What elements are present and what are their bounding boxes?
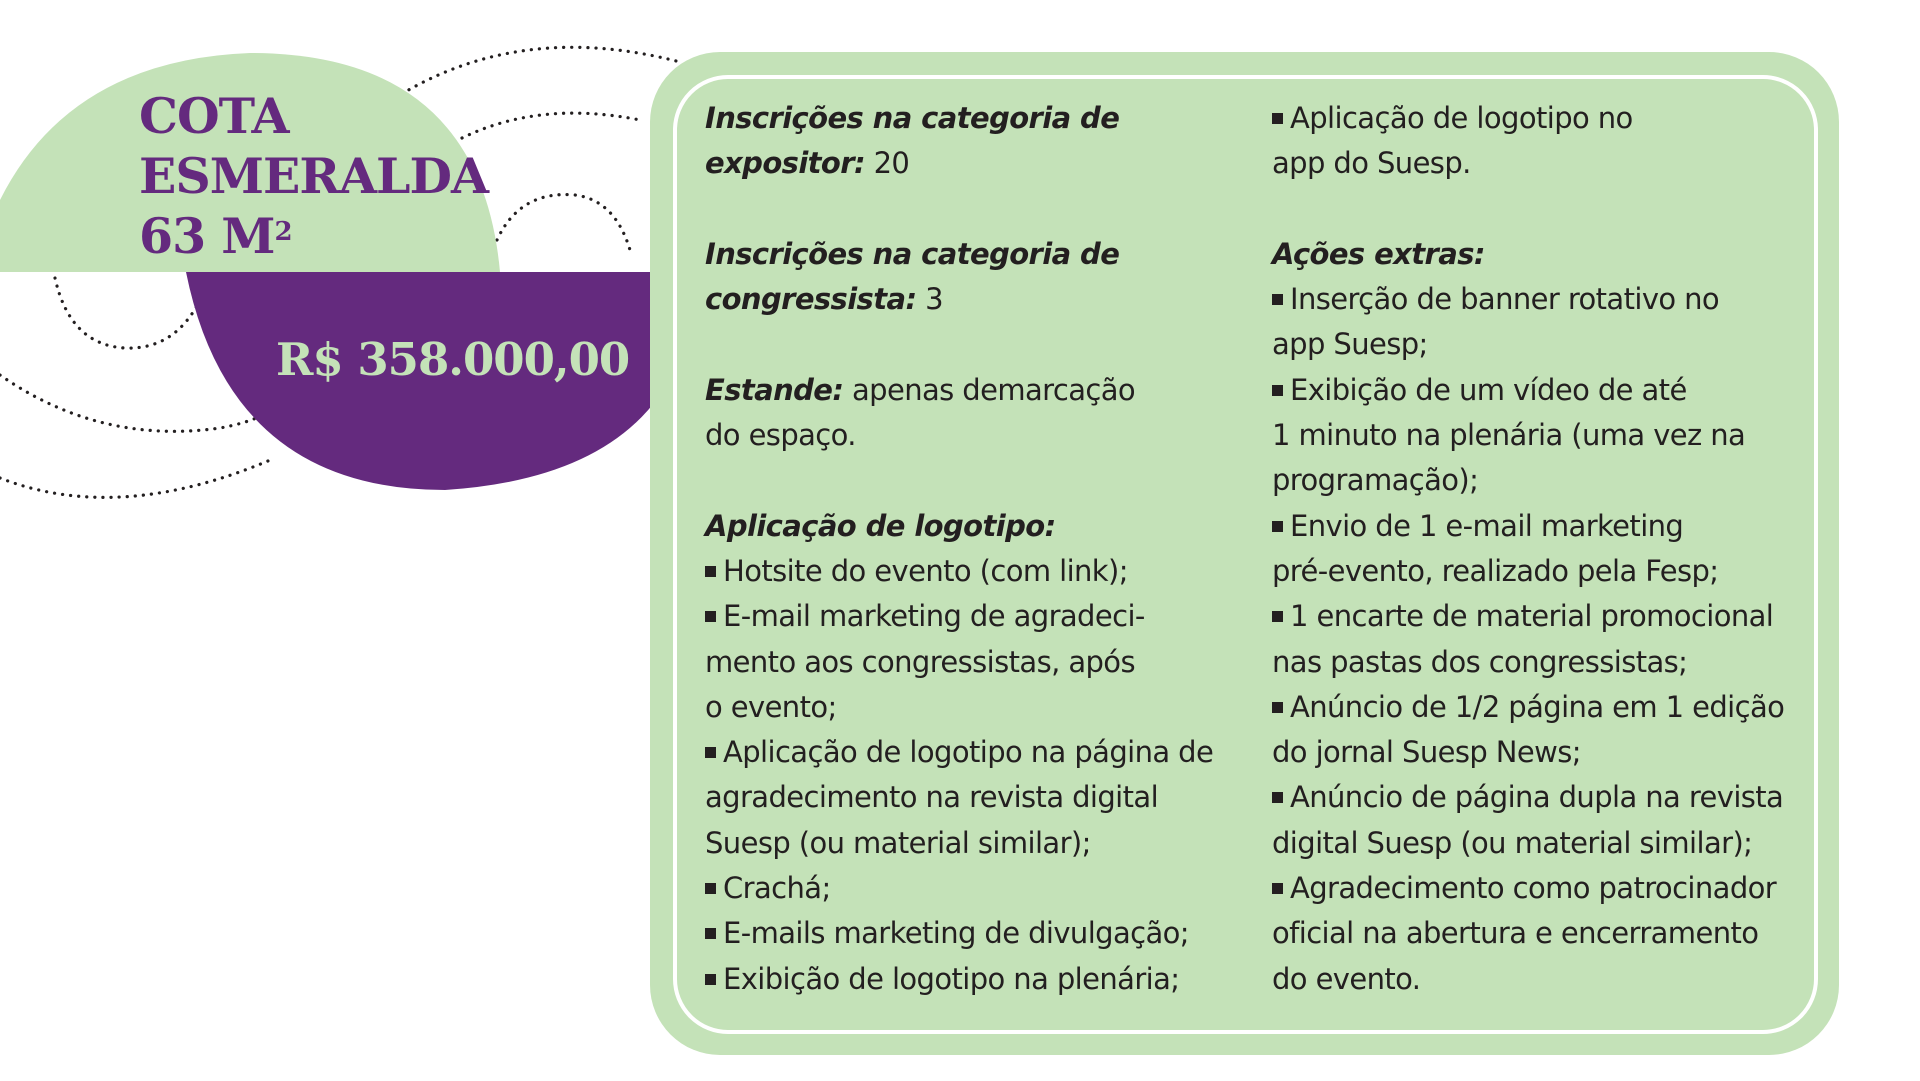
extras-item: 1 encarte de material promocional [1272,594,1812,639]
booth-info [705,368,1235,459]
booth-value-line1: apenas demarcação [843,372,1136,407]
extras-item: Envio de 1 e-mail marketing [1272,504,1812,549]
extras-item: Inserção de banner rotativo no [1272,277,1812,322]
title-line-cota: COTA [139,87,289,145]
left-column [705,96,1235,1002]
exhibitor-registrations [705,96,1235,187]
extras-item-continuation: do jornal Suesp News; [1272,735,1581,770]
congress-value: 3 [916,282,943,317]
logo-item-continuation: agradecimento na revista digital [705,780,1159,815]
extras-item-continuation: app Suesp; [1272,327,1428,362]
extras-item-continuation: 1 minuto na plenária (uma vez na [1272,418,1746,453]
logo-item-continuation: mento aos congressistas, após [705,644,1135,679]
area-value: 63 M [139,207,275,265]
extra-actions [1272,232,1812,1002]
extras-item-continuation: nas pastas dos congressistas; [1272,644,1688,679]
app-logo-line1: Aplicação de logotipo no [1272,96,1812,141]
extras-heading: Ações extras: [1272,236,1485,271]
logo-item-continuation: Suesp (ou material similar); [705,825,1091,860]
extras-item-continuation: oficial na abertura e encerramento [1272,916,1759,951]
logo-item-continuation: o evento; [705,689,837,724]
dotted-arc [55,278,200,348]
logo-item: Crachá; [705,866,1235,911]
exhibitor-label-line2: expositor: [705,146,865,181]
extras-item: Anúncio de 1/2 página em 1 edição [1272,685,1812,730]
congress-registrations [705,232,1235,323]
booth-value-line2: do espaço. [705,418,856,453]
congress-label-line2: congressista: [705,282,917,317]
extras-item: Anúncio de página dupla na revista [1272,775,1812,820]
title-line-area [139,206,488,266]
exhibitor-label-line1: Inscrições na categoria de [705,101,1120,135]
logo-heading: Aplicação de logotipo: [705,508,1056,543]
right-column [1272,96,1812,1002]
dotted-arc [497,195,630,250]
package-title [139,86,488,266]
dotted-arc [0,458,275,497]
congress-label-line1: Inscrições na categoria de [705,236,1120,271]
extras-item: Agradecimento como patrocinador [1272,866,1812,911]
logo-item: Exibição de logotipo na plenária; [705,957,1235,1002]
logo-item: Hotsite do evento (com link); [705,549,1235,594]
dotted-arc [462,113,640,138]
app-logo-line2: app do Suesp. [1272,146,1471,181]
logo-item: E-mails marketing de divulgação; [705,911,1235,956]
extras-item-continuation: do evento. [1272,961,1421,996]
area-superscript: 2 [274,217,292,247]
price: R$ 358.000,00 [276,333,630,386]
extras-item-continuation: pré-evento, realizado pela Fesp; [1272,553,1719,588]
booth-label: Estande: [705,372,844,407]
title-line-esmeralda: ESMERALDA [139,147,489,205]
app-logo-item [1272,96,1812,187]
logo-application [705,504,1235,1002]
exhibitor-value: 20 [864,146,910,181]
logo-item: Aplicação de logotipo na página de [705,730,1235,775]
extras-item-continuation: programação); [1272,463,1479,498]
extras-item: Exibição de um vídeo de até [1272,368,1812,413]
extras-item-continuation: digital Suesp (ou material similar); [1272,825,1753,860]
logo-item: E-mail marketing de agradeci- [705,594,1235,639]
